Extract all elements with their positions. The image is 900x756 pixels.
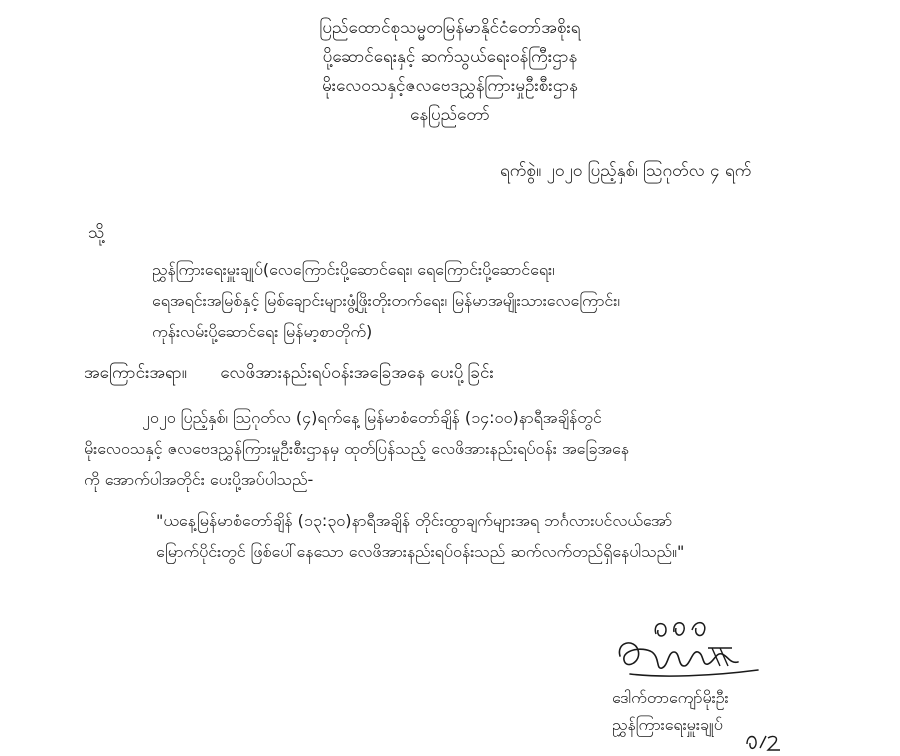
handwritten-signature (612, 612, 762, 682)
body-line: ၂၀၂၀ ပြည့်နှစ်၊ ဩဂုတ်လ (၄)ရက်နေ့ မြန်မာစံတော်ချိန် (၁၄:၀၀)နာရီအချိန်တွင် (142, 408, 602, 427)
signatory-name: ဒေါက်တာကျော်မိုးဦး (612, 688, 729, 707)
letterhead (0, 14, 900, 130)
letterhead-city: နေပြည်တော် (410, 105, 490, 125)
body-line: မိုးလေဝသနှင့် ဇလဗေဒညွှန်ကြားမှုဦးစီးဌာနမှ ထုတ်ပြန်သည့် လေဖိအားနည်းရပ်ဝန်း အခြေအနေ (84, 439, 629, 458)
recipient-list (152, 254, 872, 347)
signatory-title: ညွှန်ကြားရေးမှူးချုပ် (612, 715, 723, 734)
letterhead-department: မိုးလေဝသနှင့်ဇလဗေဒညွှန်ကြားမှုဦးစီးဌာန (322, 76, 578, 96)
handwritten-initials (744, 730, 784, 754)
letter-date: ရက်စွဲ။ ၂၀၂၀ ပြည့်နှစ်၊ ဩဂုတ်လ ၄ ရက် (500, 161, 752, 181)
quote-line: "ယနေ့မြန်မာစံတော်ချိန် (၁၃:၃၀)နာရီအချိန် တိုင်းထွာချက်များအရ ဘင်္ဂလားပင်လယ်အော် (156, 511, 673, 530)
letterhead-government: ပြည်ထောင်စုသမ္မတမြန်မာနိုင်ငံတော်အစိုးရ (319, 18, 581, 38)
subject-line (84, 362, 494, 387)
subject-title: လေဖိအားနည်းရပ်ဝန်းအခြေအနေ ပေးပို့ခြင်း (220, 363, 494, 383)
body-line: ကို အောက်ပါအတိုင်း ပေးပို့အပ်ပါသည်- (84, 470, 314, 489)
quoted-bulletin (156, 505, 856, 567)
body-paragraph (84, 402, 844, 495)
letterhead-ministry: ပို့ဆောင်ရေးနှင့် ဆက်သွယ်ရေးဝန်ကြီးဌာန (322, 47, 578, 67)
signatory-block (612, 684, 729, 738)
recipient-line: ကုန်းလမ်းပို့ဆောင်ရေး မြန်မာ့စာတိုက်) (152, 322, 373, 341)
recipient-line: ရေအရင်းအမြစ်နှင့် မြစ်ချောင်းများဖွံ့ဖြိုးတိုးတက်ရေး၊ မြန်မာအမျိုးသားလေကြောင်း၊ (152, 291, 620, 310)
subject-label: အကြောင်းအရာ။ (84, 363, 187, 383)
quote-line: မြောက်ပိုင်းတွင် ဖြစ်ပေါ်နေသော လေဖိအားနည်းရပ်ဝန်းသည် ဆက်လက်တည်ရှိနေပါသည်။" (156, 542, 685, 561)
to-label: သို့ (88, 223, 105, 243)
recipient-line: ညွှန်ကြားရေးမှူးချုပ်(လေကြောင်းပို့ဆောင်ရေး၊ ရေကြောင်းပို့ဆောင်ရေး၊ (152, 260, 555, 279)
